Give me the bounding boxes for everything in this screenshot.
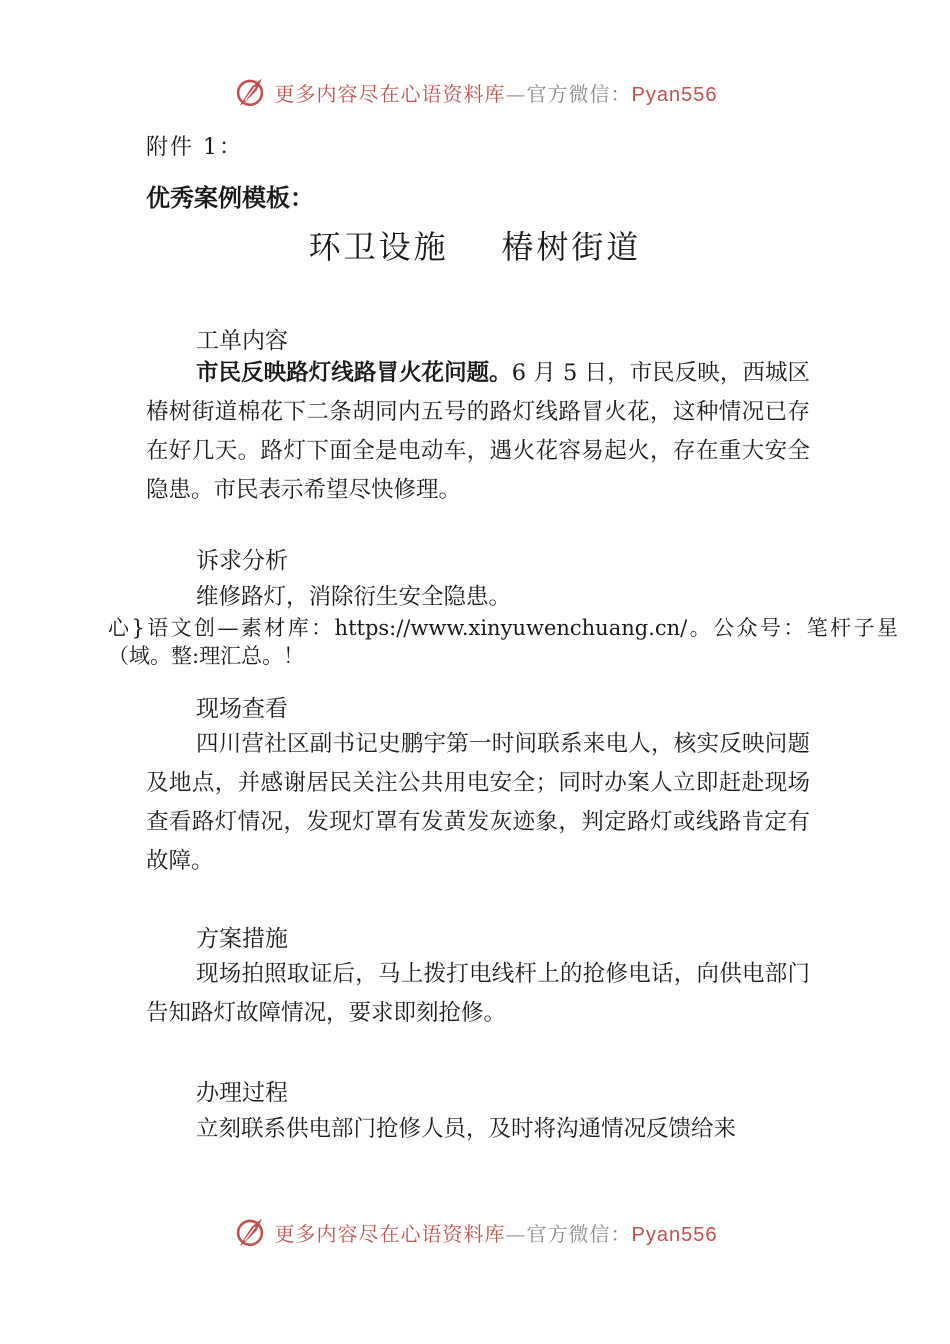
section-body-process: 立刻联系供电部门抢修人员，及时将沟通情况反馈给来 [196,1116,737,1142]
section-body-site-inspection: 四川营社区副书记史鹏宇第一时间联系来电人，核实反映问题及地点，并感谢居民关注公共用电安全；同时办案人立即赶赴现场查看路灯情况，发现灯罩有发黄发灰迹象，判定路灯或线路肯定有故障。 [146,731,810,874]
section-heading-demand-analysis: 诉求分析 [196,548,288,574]
banner-text [275,78,718,107]
section-body-plan-measures: 现场拍照取证后，马上拨打电线杆上的抢修电话，向供电部门告知路灯故障情况，要求即刻抢修。 [146,961,810,1026]
quill-pen-logo-icon [233,75,267,109]
inline-source-note: 心}语文创—素材库：https://www.xinyuwenchuang.cn/。公众号：笔杆子星（域。整:理汇总。！ [108,616,898,668]
header-banner [0,72,950,112]
banner-wechat-label: 官方微信： [526,81,632,106]
footer-banner [0,1212,950,1252]
section-text-work-order: 6 月 5 日，市民反映，西城区椿树街道棉花下二条胡同内五号的路灯线路冒火花，这种情况已存在好几天。路灯下面全是电动车，遇火花容易起火，存在重大安全隐患。市民表示希望尽快修理。 [146,360,810,503]
section-lead-work-order: 市民反映路灯线路冒火花问题。 [196,360,512,386]
section-body-demand-analysis: 维修路灯，消除衍生安全隐患。 [196,584,512,610]
section-heading-process: 办理过程 [196,1080,288,1106]
attachment-label: 附件 1： [146,135,243,160]
quill-pen-logo-icon [233,1215,267,1249]
section-heading-work-order: 工单内容 [196,328,288,354]
banner-wechat-id: Pyan556 [631,83,718,106]
banner-slogan: 更多内容尽在心语资料库 [274,1221,506,1246]
banner-dash: — [505,81,527,106]
section-heading-plan-measures: 方案措施 [196,926,288,952]
document-title: 环卫设施 椿树街道 [308,228,642,266]
banner-wechat-id: Pyan556 [631,1223,718,1246]
banner-slogan: 更多内容尽在心语资料库 [274,81,506,106]
template-label: 优秀案例模板： [146,184,314,212]
section-body-work-order [146,354,810,510]
banner-text [275,1218,718,1247]
section-heading-site-inspection: 现场查看 [196,696,288,722]
banner-dash: — [505,1221,527,1246]
banner-wechat-label: 官方微信： [526,1221,632,1246]
